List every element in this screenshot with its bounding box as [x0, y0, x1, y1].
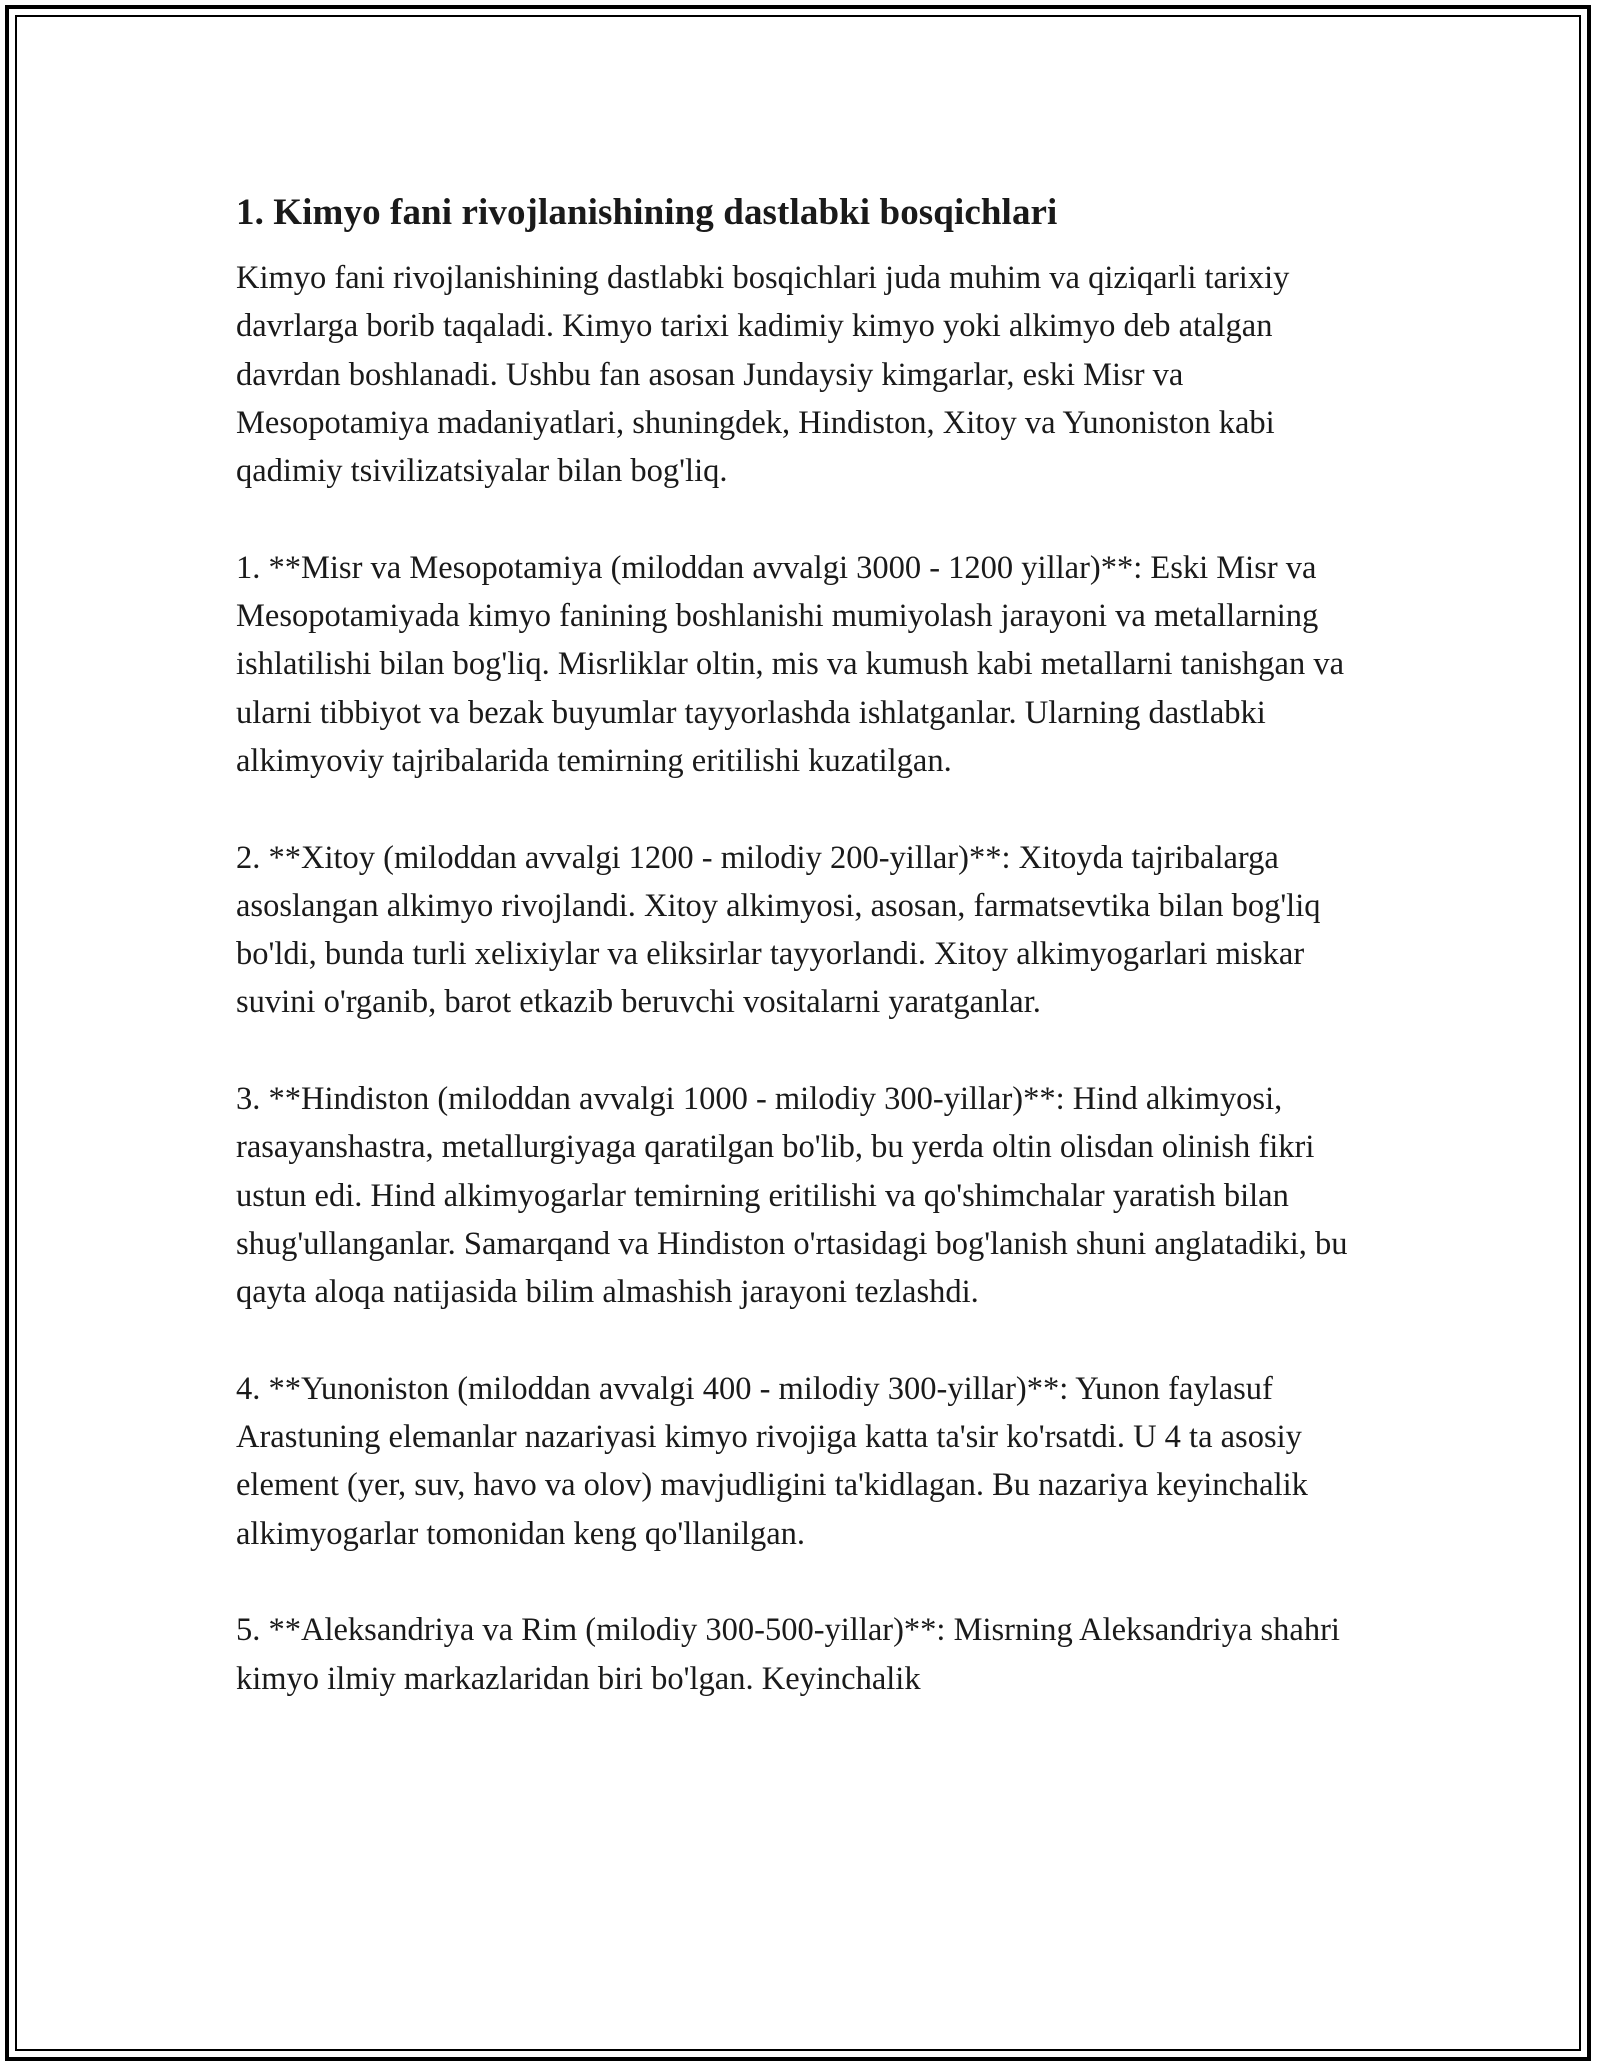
document-title: 1. Kimyo fani rivojlanishining dastlabki bosqichlari: [236, 192, 1058, 233]
section-india: 3. **Hindiston (miloddan avvalgi 1000 - milodiy 300-yillar)**: Hind alkimyosi, rasayanshastra, metallurgiyaga qaratilgan bo'lib, bu yerda oltin olisdan olinish fikri ustun edi. Hind alkimyogarlar temirning eritilishi va qo'shimchalar yaratish bilan shug'ullanganlar. Samarqand va Hindiston o'rtasidagi bog'lanish shuni anglatadiki, bu qayta aloqa natijasida bilim almashish jarayoni tezlashdi.: [236, 1081, 1348, 1311]
section-china: 2. **Xitoy (miloddan avvalgi 1200 - milodiy 200-yillar)**: Xitoyda tajribalarga asoslangan alkimyo rivojlandi. Xitoy alkimyosi, asosan, farmatsevtika bilan bog'liq bo'ldi, bunda turli xelixiylar va eliksirlar tayyorlandi. Xitoy alkimyogarlari miskar suvini o'rganib, barot etkazib beruvchi vositalarni yaratganlar.: [236, 839, 1321, 1021]
section-alexandria-rome: 5. **Aleksandriya va Rim (milodiy 300-500-yillar)**: Misrning Aleksandriya shahri kimyo ilmiy markazlaridan biri bo'lgan. Keyinchalik: [236, 1612, 1340, 1697]
document-body: [236, 185, 1376, 1703]
section-greece: 4. **Yunoniston (miloddan avvalgi 400 - milodiy 300-yillar)**: Yunon faylasuf Arastuning elemanlar nazariyasi kimyo rivojiga katta ta'sir ko'rsatdi. U 4 ta asosiy element (yer, suv, havo va olov) mavjudligini ta'kidlagan. Bu nazariya keyinchalik alkimyogarlar tomonidan keng qo'llanilgan.: [236, 1370, 1308, 1552]
section-egypt-mesopotamia: 1. **Misr va Mesopotamiya (miloddan avvalgi 3000 - 1200 yillar)**: Eski Misr va Mesopotamiyada kimyo fanining boshlanishi mumiyolash jarayoni va metallarning ishlatilishi bilan bog'liq. Misrliklar oltin, mis va kumush kabi metallarni tanishgan va ularni tibbiyot va bezak buyumlar tayyorlashda ishlatganlar. Ularning dastlabki alkimyoviy tajribalarida temirning eritilishi kuzatilgan.: [236, 549, 1345, 779]
intro-paragraph: Kimyo fani rivojlanishining dastlabki bosqichlari juda muhim va qiziqarli tarixiy davrlarga borib taqaladi. Kimyo tarixi kadimiy kimyo yoki alkimyo deb atalgan davrdan boshlanadi. Ushbu fan asosan Jundaysiy kimgarlar, eski Misr va Mesopotamiya madaniyatlari, shuningdek, Hindiston, Xitoy va Yunoniston kabi qadimiy tsivilizatsiyalar bilan bog'liq.: [236, 260, 1290, 490]
